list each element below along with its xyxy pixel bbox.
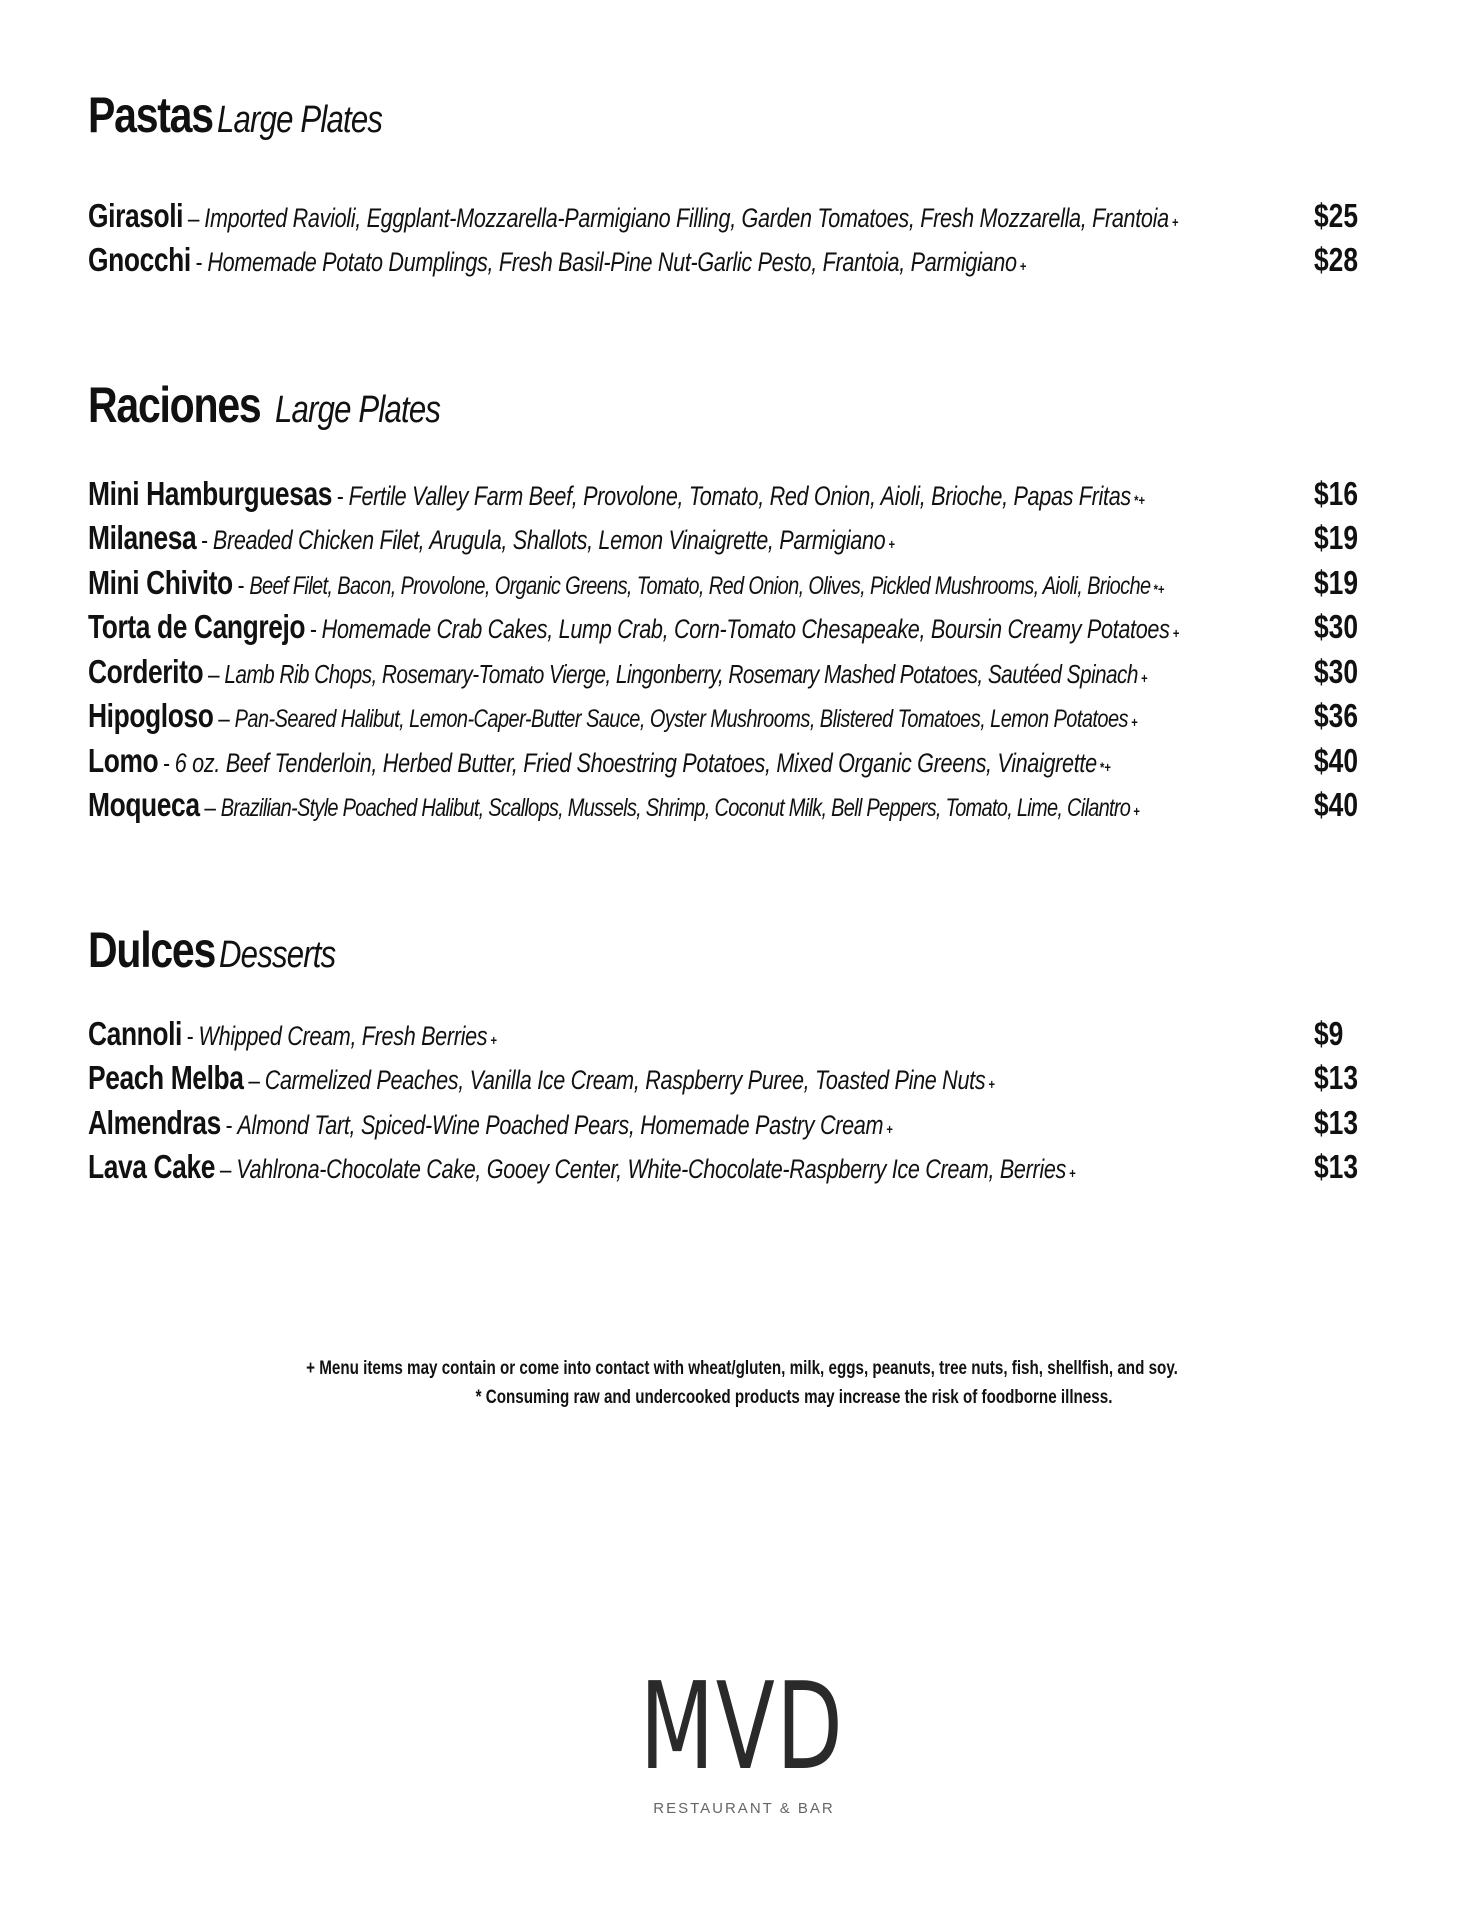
menu-item [88,563,1364,608]
allergen-mark: + [886,1120,893,1137]
item-separator: – [208,658,220,689]
item-description: Homemade Crab Cakes, Lump Crab, Corn-Tomato Chesapeake, Boursin Creamy Potatoes [321,614,1170,644]
menu-item-list [88,474,1364,830]
item-price: $13 [1314,1103,1359,1141]
section-subtitle: Large Plates [274,389,440,431]
item-separator: - [201,525,209,555]
allergen-mark: + [1172,213,1179,230]
menu-item [88,652,1364,697]
item-separator: - [186,1020,194,1051]
section-header [88,377,1364,433]
menu-item [88,241,1364,286]
item-name: Hipogloso [88,697,214,734]
item-price: $19 [1314,563,1359,601]
item-name: Mini Chivito [88,563,233,601]
item-name: Girasoli [88,196,184,234]
menu-section-raciones [88,377,1364,823]
item-separator: - [309,614,317,644]
allergen-mark: + [490,1031,498,1048]
item-price: $19 [1314,519,1359,556]
menu-item-list [88,1014,1364,1192]
allergen-mark: + [1172,625,1180,641]
item-price: $16 [1314,474,1359,512]
item-description: Vahlrona-Chocolate Cake, Gooey Center, White-Chocolate-Raspberry Ice Cream, Berries [236,1154,1067,1184]
menu-item [88,1148,1364,1193]
menu-item [88,1059,1364,1104]
section-header [88,87,1364,143]
section-subtitle: Desserts [219,934,336,976]
allergen-mark: + [988,1076,996,1092]
item-price: $30 [1314,608,1359,645]
item-description: Homemade Potato Dumplings, Fresh Basil-Pine Nut-Garlic Pesto, Frantoia, Parmigiano [207,247,1017,277]
item-price: $30 [1314,652,1359,690]
allergen-mark: + [1019,258,1027,274]
item-name: Mini Hamburguesas [88,474,333,512]
menu-footnotes [0,1354,1484,1412]
menu-item [88,519,1364,564]
item-separator: – [218,703,230,733]
item-name: Torta de Cangrejo [88,608,306,645]
item-name: Gnocchi [88,241,191,278]
item-price: $28 [1314,241,1359,278]
item-name: Corderito [88,652,204,690]
item-name: Lava Cake [88,1148,216,1185]
menu-item [88,1014,1364,1059]
item-description: Beef Filet, Bacon, Provolone, Organic Greens, Tomato, Red Onion, Olives, Pickled Mushrooms, Aioli, Brioche [249,571,1151,600]
item-separator: – [187,202,200,233]
menu-item [88,1103,1364,1148]
menu-item [88,786,1364,831]
item-separator: - [195,247,203,277]
logo-subtitle: RESTAURANT & BAR [653,1800,835,1817]
allergen-mark: + [1131,714,1138,730]
item-price: $25 [1314,196,1359,234]
item-separator: - [237,569,245,600]
item-separator: - [163,747,170,778]
section-subtitle: Large Plates [216,99,382,141]
restaurant-logo [0,1658,1484,1817]
raw-food-note: * Consuming raw and undercooked products may increase the risk of foodborne illness. [475,1387,1113,1408]
item-name: Peach Melba [88,1059,244,1096]
menu-section-pastas [88,87,1364,278]
item-separator: - [336,480,344,511]
allergen-mark: *+ [1153,580,1165,597]
item-price: $36 [1314,697,1359,734]
item-description: Lamb Rib Chops, Rosemary-Tomato Vierge, Lingonberry, Rosemary Mashed Potatoes, Sautéed Spinach [224,658,1138,689]
item-description: Breaded Chicken Filet, Arugula, Shallots, Lemon Vinaigrette, Parmigiano [212,525,886,555]
item-name: Almendras [88,1103,221,1141]
menu-item [88,608,1364,653]
menu-item [88,474,1364,519]
item-separator: – [219,1154,232,1184]
item-description: Pan-Seared Halibut, Lemon-Caper-Butter Sauce, Oyster Mushrooms, Blistered Tomatoes, Lemon Potatoes [234,705,1128,733]
allergen-mark: *+ [1099,758,1111,775]
section-header [88,922,1364,978]
menu-item [88,196,1364,241]
item-description: Carmelized Peaches, Vanilla Ice Cream, Raspberry Puree, Toasted Pine Nuts [264,1065,986,1095]
item-price: $40 [1314,741,1359,779]
menu-item [88,741,1364,786]
section-title: Dulces [88,922,216,978]
item-separator: - [225,1109,233,1140]
item-name: Moqueca [88,786,200,823]
allergen-mark: + [1141,669,1148,686]
item-separator: – [248,1065,260,1095]
item-description: 6 oz. Beef Tenderloin, Herbed Butter, Fried Shoestring Potatoes, Mixed Organic Greens, Vinaigrette [174,747,1097,778]
item-price: $9 [1314,1014,1344,1052]
item-description: Imported Ravioli, Eggplant-Mozzarella-Parmigiano Filling, Garden Tomatoes, Fresh Mozzarella, Frantoia [204,202,1169,233]
allergen-mark: + [1133,803,1140,819]
section-title: Raciones [88,377,261,433]
item-price: $40 [1314,786,1359,823]
section-title: Pastas [88,87,213,143]
allergen-note: + Menu items may contain or come into contact with wheat/gluten, milk, eggs, peanuts, tree nuts, fish, shellfish, and soy. [306,1358,1178,1379]
item-name: Lomo [88,741,159,779]
item-description: Whipped Cream, Fresh Berries [198,1020,488,1051]
item-name: Milanesa [88,519,197,556]
menu-item-list [88,196,1364,285]
allergen-mark: + [1069,1165,1076,1181]
item-description: Almond Tart, Spiced-Wine Poached Pears, Homemade Pastry Cream [237,1109,884,1140]
item-name: Cannoli [88,1014,182,1052]
menu-section-dulces [88,922,1364,1185]
item-price: $13 [1314,1059,1359,1096]
allergen-mark: + [888,536,896,552]
item-description: Brazilian-Style Poached Halibut, Scallops, Mussels, Shrimp, Coconut Milk, Bell Peppers, Tomato, Lime, Cilantro [220,794,1131,822]
logo-mark: MVD [639,1658,845,1797]
allergen-mark: *+ [1134,491,1145,508]
item-description: Fertile Valley Farm Beef, Provolone, Tomato, Red Onion, Aioli, Brioche, Papas Fritas [348,480,1131,511]
menu-item [88,697,1364,742]
item-price: $13 [1314,1148,1359,1185]
item-separator: – [204,792,216,822]
